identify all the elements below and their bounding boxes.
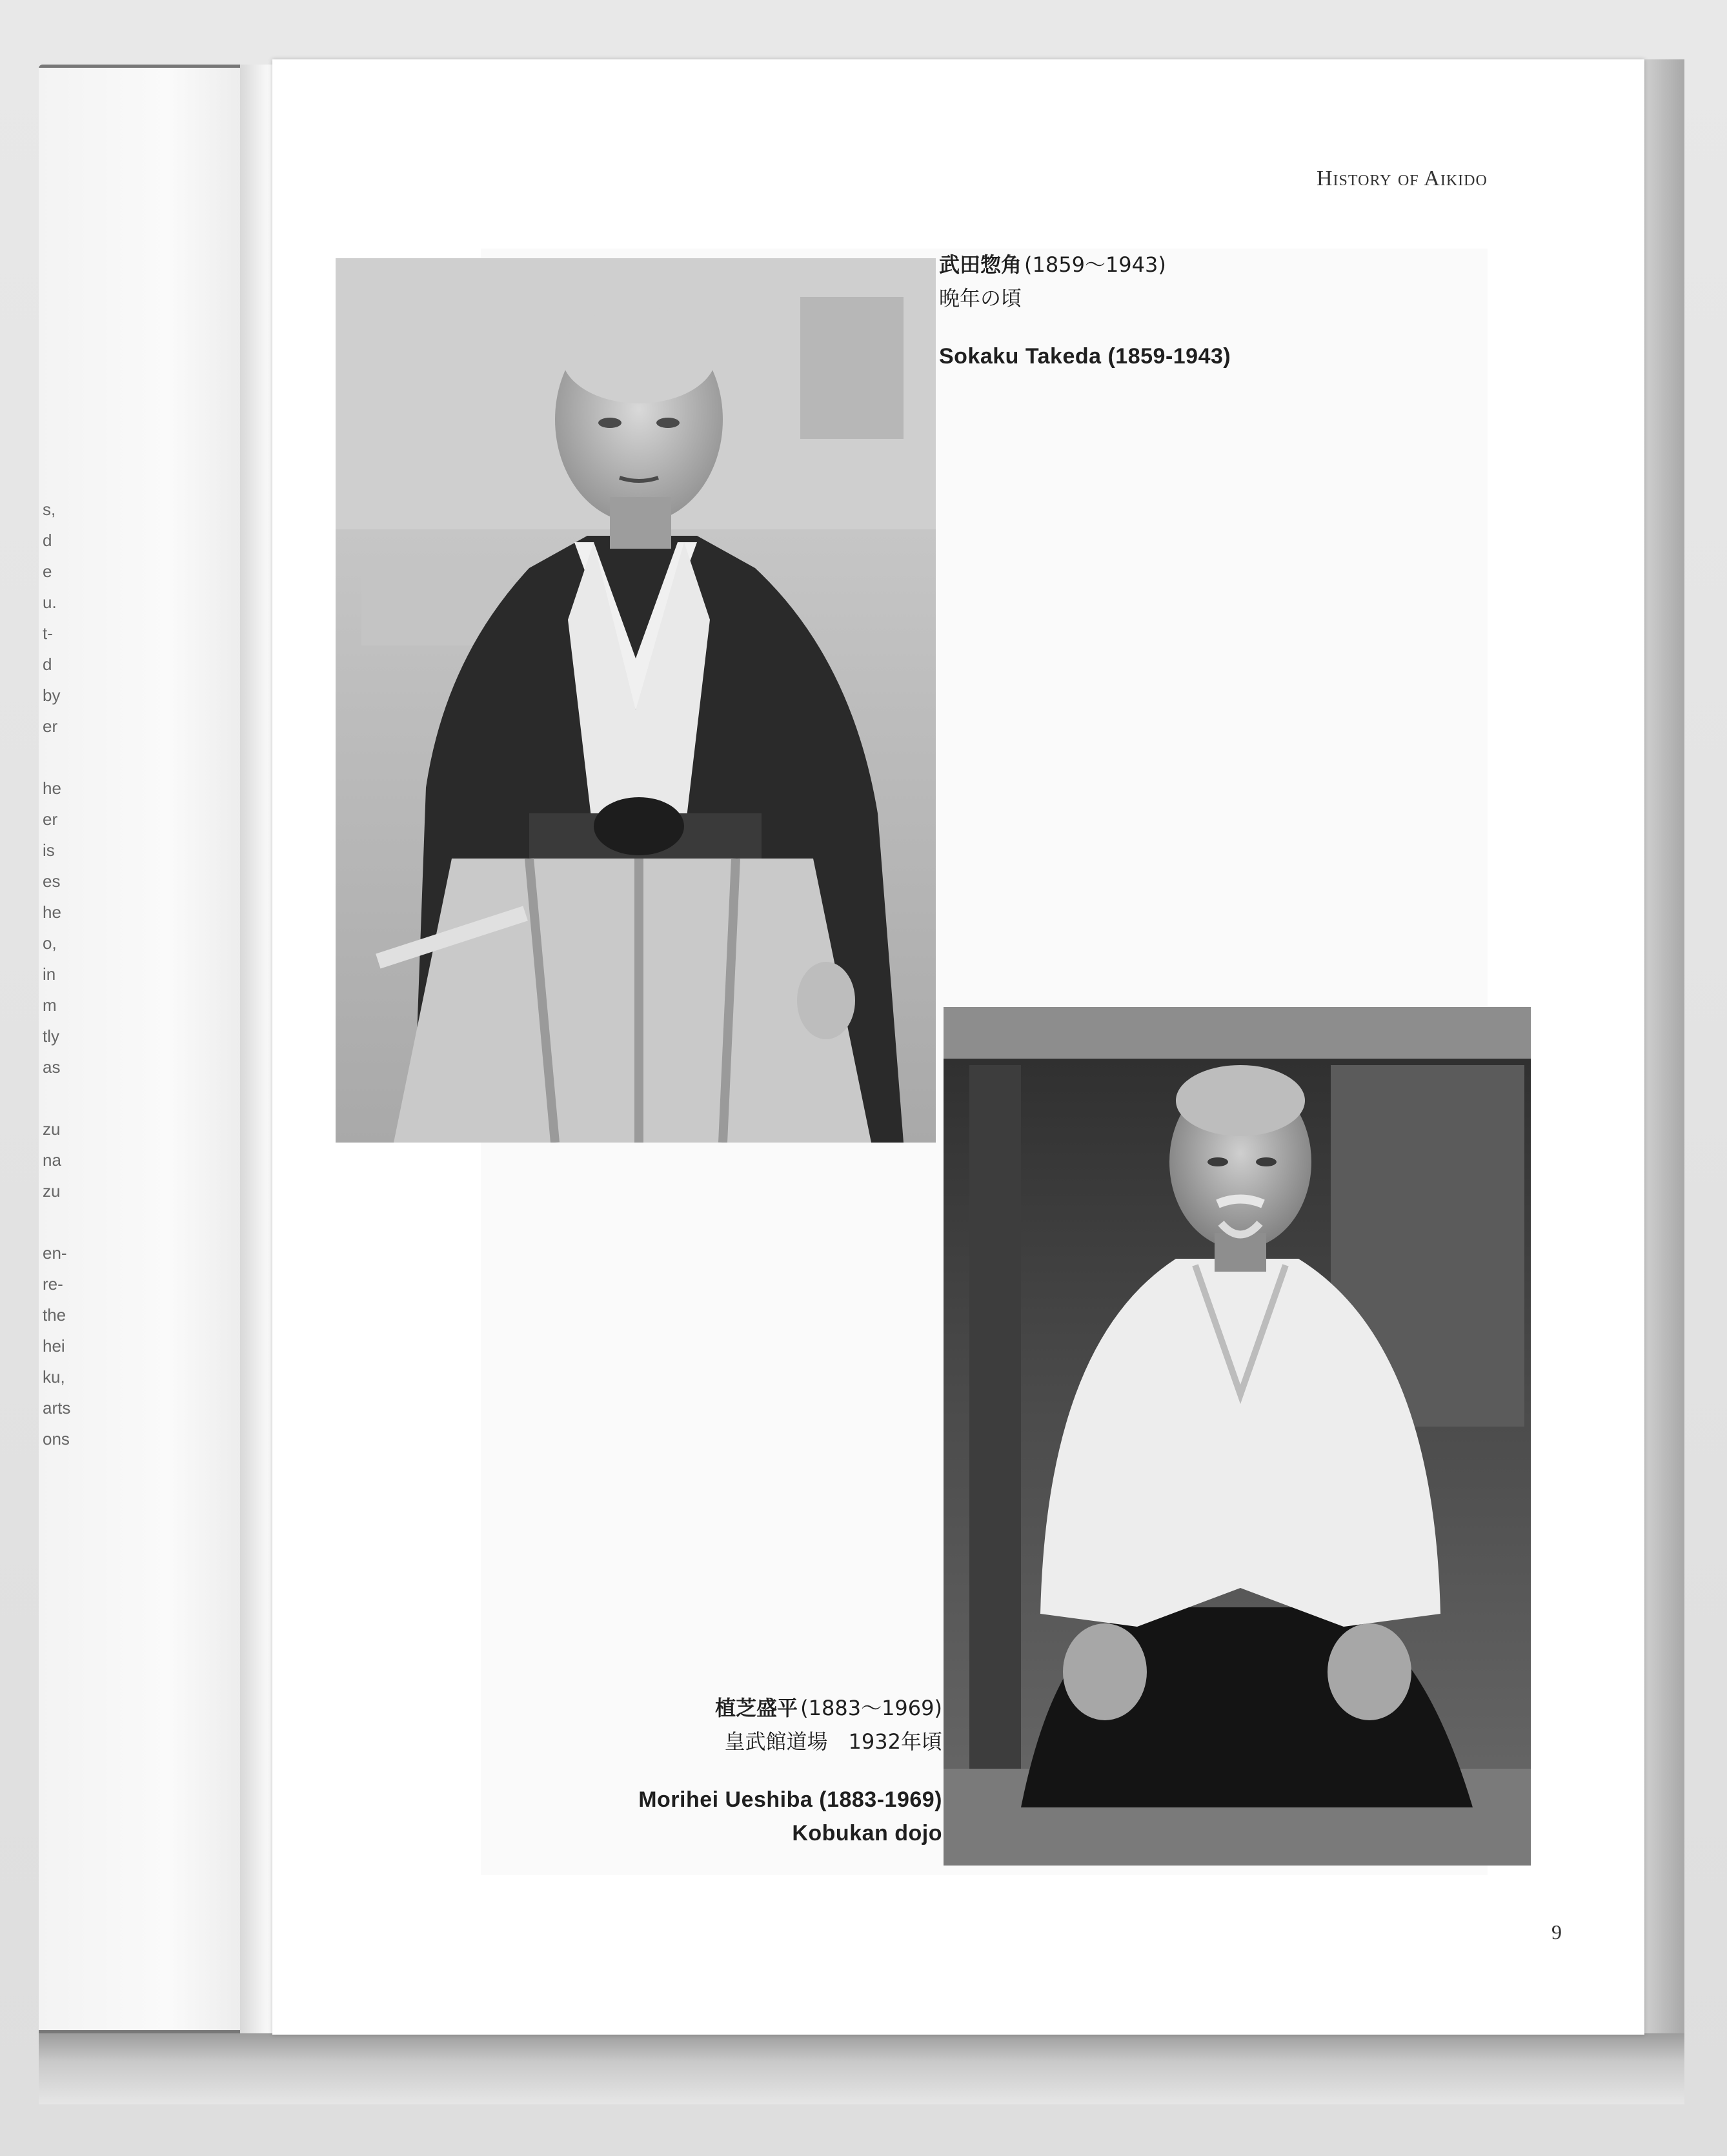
portrait-kneeling-master-image [944,1007,1531,1866]
left-page-fragment: tly [43,1026,59,1046]
left-page-fragment: arts [43,1398,71,1418]
photo-sokaku-takeda [336,258,936,1143]
portrait-seated-elder-image [336,258,936,1143]
left-page-text-fragments [43,494,81,1454]
caption-ueshiba-jp-dates: (1883～1969) [800,1696,942,1720]
left-page-fragment: is [43,840,55,860]
left-page-fragment: t- [43,624,53,643]
photo-morihei-ueshiba [944,1007,1531,1866]
caption-takeda-jp-dates: (1859～1943) [1024,252,1166,277]
left-page-fragment: hei [43,1336,65,1356]
left-page-fragment: by [43,686,61,705]
left-page-fragment: he [43,902,61,922]
left-page-fragment: ku, [43,1367,65,1387]
left-page-fragment: d [43,531,52,550]
caption-takeda-jp-note: 晩年の頃 [939,286,1022,310]
caption-ueshiba [561,1691,942,1850]
page-stack-bottom-edge [39,2033,1684,2104]
left-page-fragment: d [43,655,52,674]
caption-ueshiba-en-place: Kobukan dojo [792,1821,942,1846]
left-page-fragment [43,1206,81,1237]
left-page-fragment: the [43,1305,66,1325]
left-page-fragment: na [43,1150,61,1170]
caption-takeda-jp-name: 武田惣角 [939,252,1022,277]
left-page-fragment: in [43,964,56,984]
left-page-fragment: s, [43,500,56,519]
left-page-fragment: as [43,1057,61,1077]
left-page-fragment [43,1083,81,1114]
left-page-fragment [43,742,81,773]
left-page-fragment: ons [43,1429,70,1449]
left-page-fragment: e [43,562,52,581]
left-page-fragment: m [43,995,57,1015]
left-page-fragment: zu [43,1119,61,1139]
caption-ueshiba-jp-name: 植芝盛平 [715,1696,798,1720]
left-page-fragment: u. [43,593,57,612]
caption-takeda-jp-title [939,248,1339,281]
caption-ueshiba-en-name: Morihei Ueshiba (1883-1969) [638,1787,942,1812]
running-head: History of Aikido [1317,167,1488,190]
left-page-fragment: zu [43,1181,61,1201]
caption-takeda [939,248,1339,373]
left-page-fragment: es [43,871,61,891]
left-page-fragment: re- [43,1274,63,1294]
page-stack-right-edge [1644,59,1684,2035]
caption-ueshiba-jp-title [561,1691,942,1725]
left-page-fragment: he [43,778,61,798]
left-page-fragment: er [43,809,58,829]
page-number: 9 [1551,1920,1562,1944]
caption-takeda-en: Sokaku Takeda (1859-1943) [939,344,1231,369]
left-page-fragment: er [43,717,58,736]
caption-ueshiba-jp-note: 皇武館道場 1932年頃 [724,1729,942,1754]
left-page-fragment: en- [43,1243,67,1263]
left-page-fragment: o, [43,933,57,953]
